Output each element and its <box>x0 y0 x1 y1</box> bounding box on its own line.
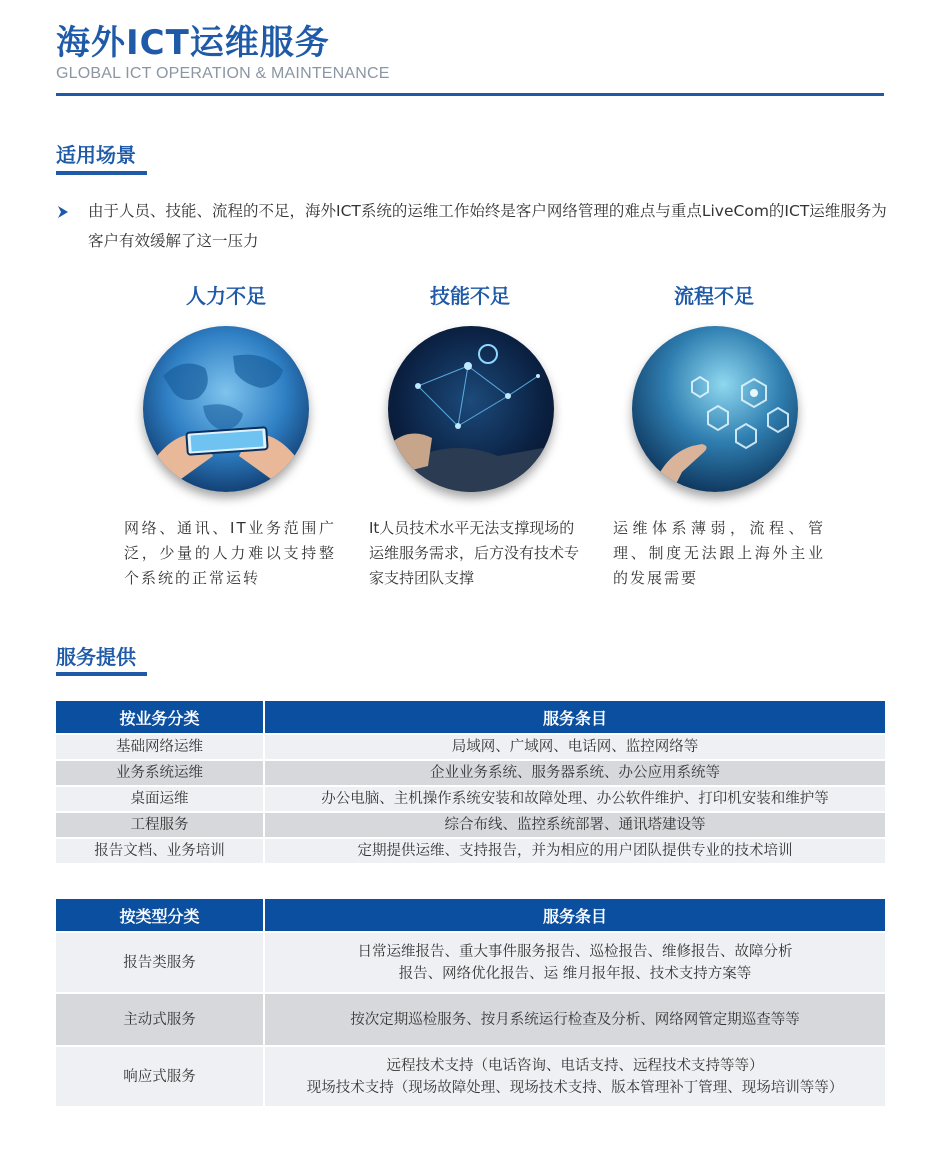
section-heading-scenarios: 适用场景 <box>56 143 136 167</box>
section-heading-services: 服务提供 <box>56 645 136 669</box>
table-header-category: 按类型分类 <box>56 899 264 932</box>
table-header-items: 服务条目 <box>264 701 885 734</box>
hands-typing-network-nodes-image <box>388 326 554 492</box>
service-table-by-type <box>56 899 885 1106</box>
table-cell-line: 现场技术支持（现场故障处理、现场技术支持、版本管理补丁管理、现场培训等等） <box>306 1079 844 1096</box>
table-cell-category: 报告类服务 <box>56 932 264 993</box>
table-cell-items: 企业业务系统、服务器系统、办公应用系统等 <box>264 760 885 786</box>
column-text-manpower: 网络、通讯、IT业务范围广泛，少量的人力难以支持整个系统的正常运转 <box>124 519 336 587</box>
table-cell-line: 按次定期巡检服务、按月系统运行检查及分析、网络网管定期巡查等等 <box>350 1011 800 1028</box>
table-cell-line: 远程技术支持（电话咨询、电话支持、远程技术支持等等） <box>386 1057 764 1074</box>
column-text-process: 运维体系薄弱，流程、管理、制度无法跟上海外主业的发展需要 <box>613 519 825 587</box>
table-cell-category: 桌面运维 <box>56 786 264 812</box>
table-row <box>56 734 885 760</box>
table-header-items: 服务条目 <box>264 899 885 932</box>
page-subtitle: GLOBAL ICT OPERATION & MAINTENANCE <box>56 65 390 82</box>
table-cell-category: 报告文档、业务培训 <box>56 838 264 863</box>
table-cell-items: 综合布线、监控系统部署、通讯塔建设等 <box>264 812 885 838</box>
table-cell-items: 办公电脑、主机操作系统安装和故障处理、办公软件维护、打印机安装和维护等 <box>264 786 885 812</box>
table-cell-items: 局域网、广域网、电话网、监控网络等 <box>264 734 885 760</box>
table-cell-items <box>264 1046 885 1106</box>
table-row <box>56 812 885 838</box>
table-cell-items <box>264 993 885 1046</box>
table-row <box>56 786 885 812</box>
column-title-process: 流程不足 <box>674 284 754 308</box>
section-underline-services <box>56 672 147 676</box>
intro-paragraph: 由于人员、技能、流程的不足，海外ICT系统的运维工作始终是客户网络管理的难点与重点LiveCom的ICT运维服务为客户有效缓解了这一压力 <box>88 202 887 250</box>
table-row <box>56 760 885 786</box>
column-text-skills: It人员技术水平无法支撑现场的运维服务需求，后方没有技术专家支持团队支撑 <box>369 519 580 587</box>
table-cell-category: 工程服务 <box>56 812 264 838</box>
chevron-right-icon <box>58 206 68 218</box>
table-cell-category: 响应式服务 <box>56 1046 264 1106</box>
table-cell-items: 定期提供运维、支持报告，并为相应的用户团队提供专业的技术培训 <box>264 838 885 863</box>
column-title-skills: 技能不足 <box>430 284 510 308</box>
table-cell-line: 报告、网络优化报告、运 维月报年报、技术支持方案等 <box>398 965 752 982</box>
hands-holding-tablet-world-map-image <box>143 326 309 492</box>
table-cell-items <box>264 932 885 993</box>
table-row <box>56 993 885 1046</box>
table-row <box>56 932 885 993</box>
table-row <box>56 838 885 863</box>
page-title: 海外ICT运维服务 <box>56 23 330 63</box>
section-underline-scenarios <box>56 171 147 175</box>
table-cell-line: 日常运维报告、重大事件服务报告、巡检报告、维修报告、故障分析 <box>357 943 793 960</box>
service-table-by-business <box>56 701 885 863</box>
table-cell-category: 主动式服务 <box>56 993 264 1046</box>
column-title-manpower: 人力不足 <box>186 284 266 308</box>
table-cell-category: 基础网络运维 <box>56 734 264 760</box>
finger-touching-hexagon-icons-image <box>632 326 798 492</box>
table-header-category: 按业务分类 <box>56 701 264 734</box>
table-cell-category: 业务系统运维 <box>56 760 264 786</box>
table-row <box>56 1046 885 1106</box>
title-divider <box>56 93 884 96</box>
